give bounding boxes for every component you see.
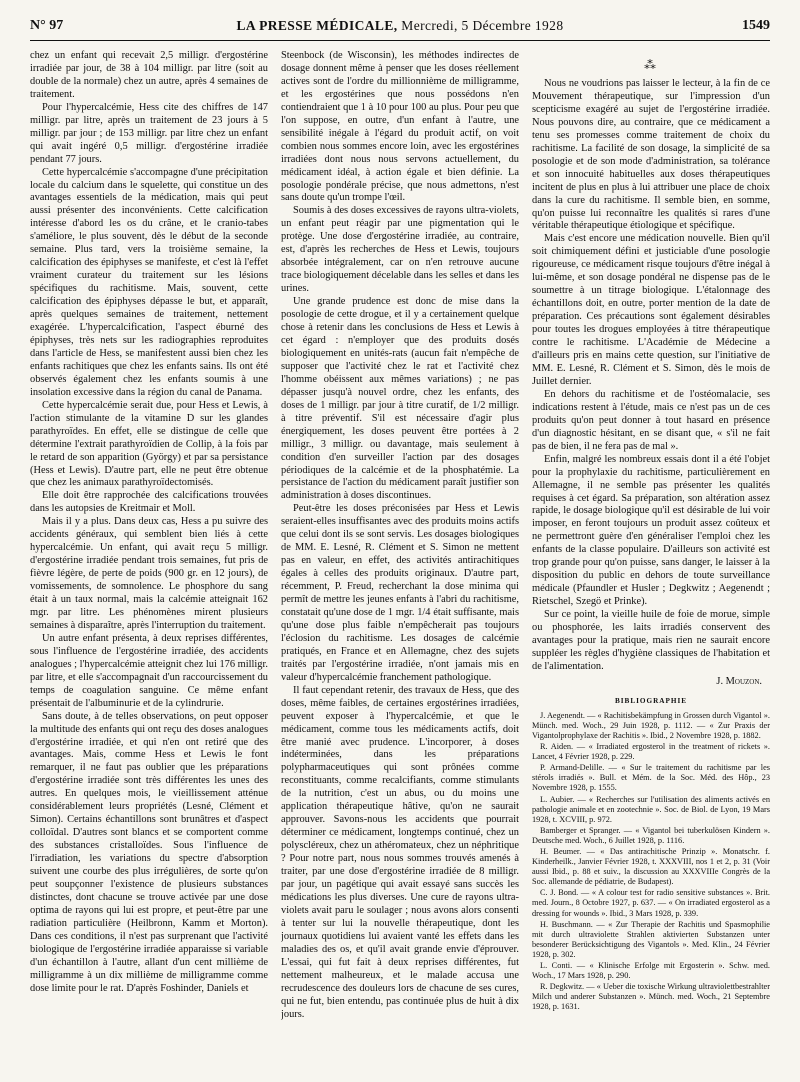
paragraph: Mais il y a plus. Dans deux cas, Hess a pu suivre des accidents généraux, qui semblent bien liés à cette hypercalcémie. Un enfant, qui avait reçu 5 milligr. d'ergostérine irradiée pendant trois semaines, fut pris de fièvre légère, de perte de poids (900 gr. en 12 jours), de vomissements, de somnolence. Le phosphore du sang était à un taux normal, mais la calcémie atteignait 162 mgr. par litre. Les phénomènes mirent plusieurs semaines à disparaître, après l'interruption du traitement. bbox=[30, 516, 268, 631]
issue-date: Mercredi, 5 Décembre 1928 bbox=[401, 18, 564, 33]
page-header bbox=[30, 14, 770, 41]
paragraph: Cette hypercalcémie s'accompagne d'une précipitation locale du calcium dans le squelette, qui constitue un des avantages essentiels de la médication, mais qui peut aussi présenter des inconvénients. Cette calcification intéresse d'abord les os du crâne, et le cranio-tabes s'améliore, le plus souvent, dès le début de la seconde semaine. Plus tard, vers la troisième semaine, la calcification des épiphyses se manifeste, et c'est là l'effet vraiment curateur du traitement sur les lésions spécifiques du rachitisme. Mais, souvent, cette calcification des épiphyses dépasse le but, et apparaît, après quelques semaines de traitement, nettement exagérée. L'hypercalcification, l'aspect éburné des épiphyses, très nets sur les radiographies reproduites dans l'article de Hess, se manifestent aussi bien chez les enfants rachitiques que chez les enfants sains. Ils ont été observés également chez les enfants soumis à une insolation excessive dans la région du canal de Panama. bbox=[30, 166, 268, 398]
journal-title: LA PRESSE MÉDICALE, bbox=[236, 18, 398, 33]
running-title bbox=[30, 18, 770, 34]
bibliography-entry: H. Buschmann. — « Zur Therapie der Rachitis und Spasmophilie mit durch ultraviolette Strahlen aktivierten Substanzen unter besonderer Berücksichtigung des Vigantols ». Med. Klin., 24 Février 1928, p. 302. bbox=[532, 919, 770, 959]
issue-number: N° 97 bbox=[30, 18, 64, 33]
text-column-1 bbox=[30, 50, 268, 1072]
paragraph: Peut-être les doses préconisées par Hess et Lewis seraient-elles insuffisantes avec des produits moins actifs que celui dont ils se sont servis. Les dosages biologiques de MM. E. Lesné, R. Clément et S. Simon ne mettent pas en valeur, en effet, des activités antirachitiques égales à celles des produits originaux. D'autre part, récemment, P. Freud, recherchant la dose minima qui permît de mettre les jeunes enfants à l'abri du rachitisme, constatait qu'une dose de 1 mgr. 1/4 était suffisante, mais qu'une dose plus faible n'empêcherait pas toujours l'éclosion du rachitisme. Les dosages de calcémie pratiqués, en France et en Allemagne, chez des sujets traités par l'ergostérine irradiée, n'ont jamais mis en valeur d'hypercalcémie franchement pathologique. bbox=[281, 503, 519, 683]
author-signature: J. Mouzon. bbox=[716, 675, 762, 687]
bibliography-entry: R. Degkwitz. — « Ueber die toxische Wirkung ultraviolettbestrahlter Milch und anderer Substanzen ». Münch. med. Woch., 21 Septembre 1928, p. 1631. bbox=[532, 982, 770, 1012]
bibliography-list bbox=[532, 711, 770, 1013]
bibliography-entry: L. Conti. — « Klinische Erfolge mit Ergosterin ». Schw. med. Woch., 17 Mars 1928, p. 290. bbox=[532, 961, 770, 981]
paragraph: Cette hypercalcémie serait due, pour Hess et Lewis, à l'action stimulante de la vitamine D sur les glandes parathyroïdes. En effet, elle se distingue de celle que détermine l'extrait parathyroïdien de Collip, à la fois par le retard de son apparition (György) et par sa persistance (Hess et Lewis). D'autre part, elle ne peut être obtenue que chez les animaux parathyroïdectomisés. bbox=[30, 399, 268, 489]
paragraph: En dehors du rachitisme et de l'ostéomalacie, ses indications restent à l'étude, mais ce n'est pas un de ces produits qu'on peut donner à tout hasard en présence d'un diagnostic hésitant, en se disant que, « s'il ne fait pas de bien, il ne fera pas de mal ». bbox=[532, 388, 770, 452]
paragraph: Nous ne voudrions pas laisser le lecteur, à la fin de ce Mouvement thérapeutique, sur l'impression d'un scepticisme exagéré au sujet de l'ergostérine irradiée. Nous pouvons dire, au contraire, que ce médicament a tenu ses promesses comme traitement de choix du rachitisme. La facilité de son dosage, la simplicité de sa posologie et de son mode d'administration, sa tolérance et son innocuité habituelles aux doses thérapeutiques incitent de plus en plus à lui attribuer une place de choix dans la cure du rachitisme. Il semble bien, en somme, qu'on puisse lui reconnaître les qualités si rares d'une véritable thérapeutique étiologique et spécifique. bbox=[532, 78, 770, 232]
paragraph: Un autre enfant présenta, à deux reprises différentes, sous l'influence de l'ergostérine irradiée, des accidents analogues ; l'hypercalcémie atteignit chez lui 176 milligr. par litre, et elle s'accompagnait d'un raccourcissement du temps de coagulation sanguine. Ce même enfant présentait de l'albuminurie et de la cylindrurie. bbox=[30, 632, 268, 709]
bibliography-entry: C. J. Bond. — « A colour test for radio sensitive substances ». Brit. med. Journ., 8 Octobre 1927, p. 637. — « On irradiated ergosterol as a dressing for wounds ». Ibid., 3 Mars 1928, p. 339. bbox=[532, 888, 770, 918]
bibliography-entry: P. Armand-Delille. — « Sur le traitement du rachitisme par les stérols irradiés ». Bull. et Mém. de la Soc. Méd. des Hôp., 23 Novembre 1928, p. 1555. bbox=[532, 763, 770, 793]
text-column-3 bbox=[532, 50, 770, 1072]
paragraph: chez un enfant qui recevait 2,5 milligr. d'ergostérine irradiée par jour, de 38 à 104 milligr. par litre (soit au double de la normale) chez un autre, après 4 semaines de traitement. bbox=[30, 50, 268, 100]
bibliography-entry: L. Aubier. — « Recherches sur l'utilisation des aliments activés en pathologie animale et en zootechnie ». Soc. de Biol. de Lyon, 19 Mars 1928, t. XCVIII, p. 972. bbox=[532, 794, 770, 824]
paragraph: Enfin, malgré les nombreux essais dont il a été l'objet pour la prophylaxie du rachitisme, particulièrement en Allemagne, il ne semble pas présenter les qualités requises à cet égard. Sa préparation, son altération assez rapide, le dosage biologique qu'il est désirable de lui voir imposer, en feront toujours un produit assez coûteux et ne permettront guère d'en généraliser l'emploi chez les enfants de la classe populaire. D'ailleurs son activité est trop grande pour qu'on puisse, sans danger, le laisser à la disposition du public en dehors de toute surveillance médicale (Pfaundler et Husler ; Degkwitz ; Aegenendt ; Rietschel, Szegö et Prinke). bbox=[532, 453, 770, 608]
paragraph: Mais c'est encore une médication nouvelle. Bien qu'il soit chimiquement défini et justiciable d'une posologie rigoureuse, ce médicament risque toujours d'être inégal à lui-même, et son dosage pondéral ne dispense pas de le soumettre à un titrage biologique. L'étalonnage des échantillons doit, en outre, porter mention de la date de préparation. Ces précautions sont également désirables pour toutes les drogues employées à titre thérapeutique contre le rachitisme. L'Académie de Médecine a d'ailleurs pris en mains cette question, sur l'initiative de MM. E. Lesné, R. Clément et S. Simon, dès le mois de Juillet dernier. bbox=[532, 233, 770, 387]
text-column-2 bbox=[281, 50, 519, 1072]
paragraph: Pour l'hypercalcémie, Hess cite des chiffres de 147 milligr. par litre, après un traitement de 23 jours à 5 milligr. par jour ; de 153 milligr. par litre chez un enfant qui avait ingéré 0,5 milligr. d'ergostérine irradiée pendant 77 jours. bbox=[30, 101, 268, 165]
bibliography-entry: J. Aegenendt. — « Rachitisbekämpfung in Grossen durch Vigantol ». Münch. med. Woch., 29 Juin 1928, p. 1112. — « Zur Praxis der Vigantolprophylaxe der Rachitis ». Ibid., 2 Novembre 1928, p. 1882. bbox=[532, 710, 770, 740]
bibliography-entry: R. Aiden. — « Irradiated ergosterol in the treatment of rickets ». Lancet, 4 Février 1928, p. 229. bbox=[532, 742, 770, 762]
bibliography-entry: Bamberger et Spranger. — « Vigantol bei tuberkulösen Kindern ». Deutsche med. Woch., 6 Juillet 1928, p. 1116. bbox=[532, 825, 770, 845]
paragraph: Sans doute, à de telles observations, on peut opposer la multitude des enfants qui ont reçu des doses analogues d'ergostérine irradiée, et qui n'en ont retiré que des avantages. Mais, comme Hess et Lewis le font remarquer, il ne faut pas oublier que les préparations d'ergostérine irradiée sont très différentes les unes des autres. En quelques mois, le vieillissement atténue considérablement leurs propriétés (Lesné, Clément et Simon). Certains échantillons sont brunâtres et d'aspect colloïdal. D'autres sont blancs et se comportent comme des substances cristalloïdes. Sous l'influence de l'irradiation, les variations du spectre d'absorption suivent une courbe des plus irrégulières, de sorte qu'on peut soupçonner l'existence de plusieurs substances distinctes, dont chacune se trouve activée par une dose optima de rayons qui lui est propre, et peut-être par une radiation particulière (Heilbronn, Kamm et Morton). Dans ces conditions, il n'est pas surprenant que l'activité biologique de l'ergostérine irradiée apparaisse si variable d'un échantillon à l'autre, allant d'un cent millième de milligramme à un dix millième de milligramme comme dose limite pour le rat. D'après Foshinder, Daniels et bbox=[30, 710, 268, 994]
page-number: 1549 bbox=[742, 18, 770, 33]
paragraph: Sur ce point, la vieille huile de foie de morue, simple ou phosphorée, les laits irradiés conservent des avantages pour la pratique, mais rien ne saurait encore suppléer les règles d'hygiène classiques de l'habitation et de l'alimentation. bbox=[532, 609, 770, 672]
paragraph: Une grande prudence est donc de mise dans la posologie de cette drogue, et il y a certainement quelque chose à retenir dans les conclusions de Hess et Lewis à cet égard : n'employer que des produits dosés biologiquement en unités-rats (aucun fait n'empêche de supposer que l'activité chez le rat et l'activité chez l'homme obéissent aux mêmes variations) ; ne pas dépasser jusqu'à nouvel ordre, chez les enfants, des doses de 1 milligr. par jour à titre curatif, de 1/2 milligr. à titre préventif. S'il est nécessaire d'agir plus énergiquement, les doses peuvent être portées à 2 milligr., 3 milligr. ou davantage, mais seulement à condition d'en surveiller l'action par des dosages périodiques de la calcémie et de la phosphatémie. La persistance de l'action du médicament paraît justifier son administration à doses discontinues. bbox=[281, 296, 519, 502]
paragraph: Steenbock (de Wisconsin), les méthodes indirectes de dosage donnent même à penser que les doses réellement actives sont de l'ordre du millionnième de milligramme, et les ergostérines que nous possédons n'en contiendraient que 1 à 10 pour 100 au plus. Pour peu que l'on suppose, en outre, d'un enfant à l'autre, une sensibilité inégale à l'égard du produit actif, on voit combien nous sommes encore loin, avec les ergostérines irradiées dont nous nous servons actuellement, du médicament idéal, à action égale et bien définie. La posologie pondérale précise, que nous admettons, n'est sans doute qu'un trompe l'œil. bbox=[281, 50, 519, 204]
bibliography-entry: H. Beumer. — « Das antirachitische Prinzip ». Monatschr. f. Kinderheilk., Janvier Février 1928, t. XXXVIII, nos 1 et 2, p. 31 (Voir aussi Ibid., p. 88 et suiv., la discussion au XXXVIIIe Congrès de la Soc. allemande de pédiatrie, de Budapest). bbox=[532, 846, 770, 887]
paragraph: Soumis à des doses excessives de rayons ultra-violets, un enfant peut réagir par une pigmentation qui le protège. Une dose d'ergostérine irradiée, au contraire, est, d'après les recherches de Hess et Lewis, toujours absorbée intégralement, car on n'en retrouve aucune trace biologiquement décelable dans les selles et dans les urines. bbox=[281, 205, 519, 295]
paragraph: Il faut cependant retenir, des travaux de Hess, que des doses, même faibles, de certaines ergostérines irradiées, peuvent exposer à l'hypercalcémie, et que le médicament, comme tous les médicaments actifs, doit être manié avec prudence. L'incorporer, à doses indéterminées, dans les préparations polypharmaceutiques qui sont prônées comme reconstituants, comme recalcifiants, comme stimulants de la nutrition, c'est un abus, ou du moins une application thérapeutique hâtive, qu'on ne saurait approuver. Savons-nous les accidents que pourrait déterminer ce médicament, longtemps continué, chez un polyscléreux, chez un athéromateux, chez un néphritique ? Pour notre part, nous nous sommes trouvés amenés à traiter, par une dose d'ergostérine irradiée de 8 milligr. par jour, un pagétique qui avait essayé sans succès les médications les plus diverses. Une cure de rayons ultra-violets avait paru le soulager ; nous avons alors consenti à tenter sur lui la nouvelle thérapeutique, dont les journaux quotidiens lui avaient vanté les effets dans les maladies des os, et qu'il avait grande envie d'éprouver. L'essai, qui fut fait à deux reprises différentes, fut nettement malheureux, et le malade accusa une recrudescence des douleurs lors de chacune de ses cures, qui ne fut, bien entendu, pas continuée plus de huit à dix jours. bbox=[281, 684, 519, 1020]
asterism-divider: ⁂ bbox=[644, 58, 658, 72]
paragraph: Elle doit être rapprochée des calcifications trouvées dans les autopsies de Kreitmair et Moll. bbox=[30, 490, 268, 515]
bibliography-heading: BIBLIOGRAPHIE bbox=[614, 696, 688, 705]
